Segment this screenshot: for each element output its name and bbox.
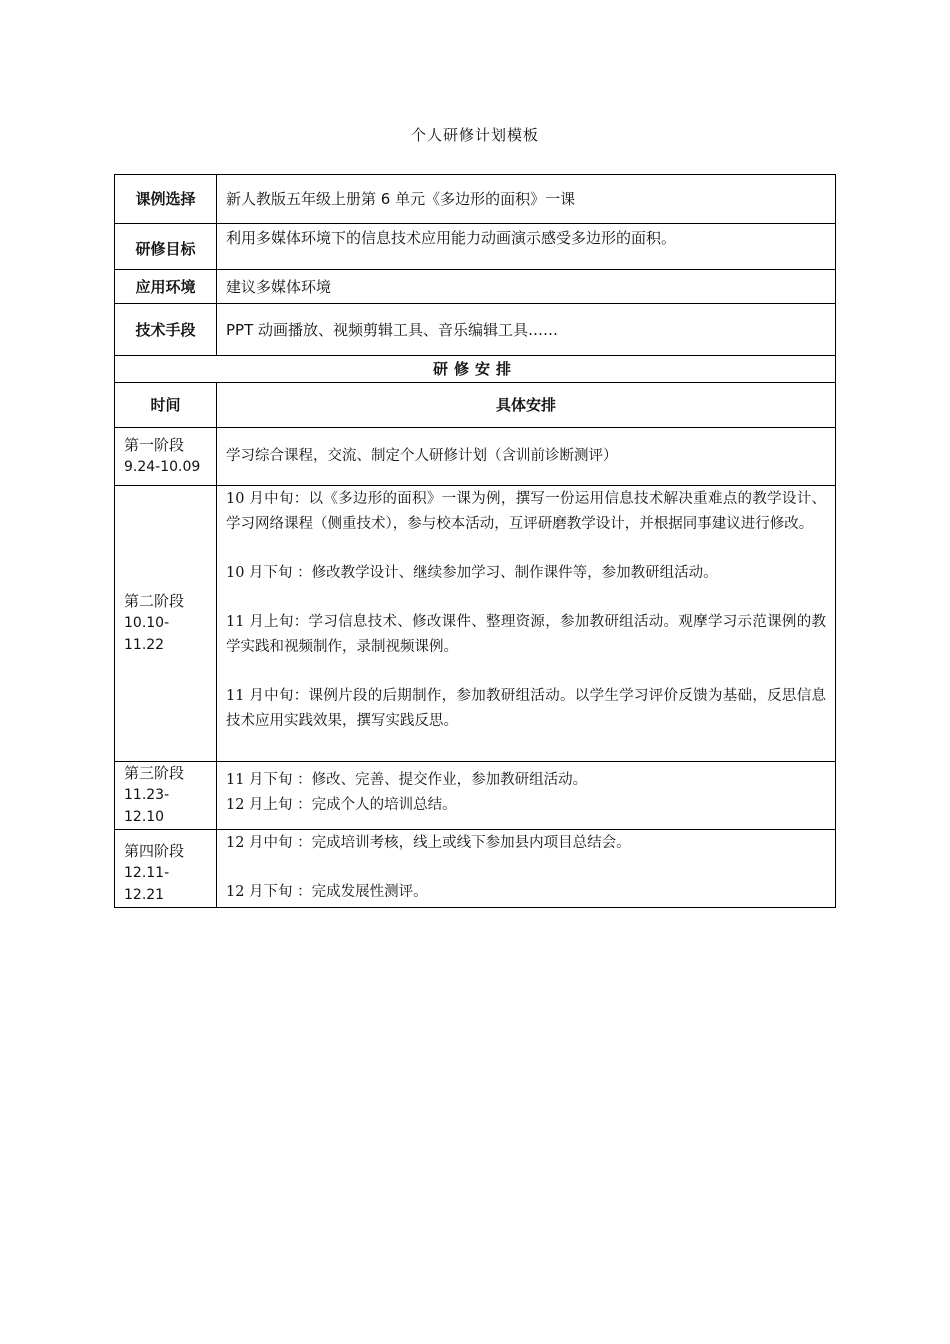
research-plan-table [114, 174, 836, 908]
phase-time [115, 830, 217, 908]
info-row-technique [115, 304, 836, 356]
plan-item: 12 月中旬 ：完成培训考核，线上或线下参加县内项目总结会。 [226, 835, 631, 851]
phase-dates: 10.10-11.22 [124, 615, 170, 654]
column-header-time: 时间 [115, 383, 217, 428]
phase-name: 第四阶段 [124, 842, 185, 860]
phase-name: 第三阶段 [124, 764, 185, 783]
phase-time [115, 428, 217, 486]
phase-time [115, 486, 217, 762]
phase-name: 第一阶段 [124, 436, 185, 455]
plan-item: 11 月上旬：学习信息技术、修改课件、整理资源，参加教研组活动。观摩学习示范课例的教学实践和视频制作，录制视频课例。 [226, 613, 826, 655]
info-row-case [115, 175, 836, 224]
plan-item: 12 月上旬 ：完成个人的培训总结。 [226, 796, 457, 813]
phase-time [115, 762, 217, 830]
info-value: 新人教版五年级上册第 6 单元《多边形的面积》一课 [217, 175, 836, 224]
info-row-environment [115, 270, 836, 304]
plan-item: 学习综合课程，交流、制定个人研修计划（含训前诊断测评） [226, 448, 618, 465]
phase-row-2 [115, 486, 836, 762]
info-row-goal [115, 224, 836, 270]
phase-row-3 [115, 762, 836, 830]
phase-plan [217, 830, 836, 908]
plan-item: 11 月中旬：课例片段的后期制作，参加教研组活动。以学生学习评价反馈为基础，反思信息技术应用实践效果，撰写实践反思。 [226, 687, 826, 729]
info-label: 技术手段 [115, 304, 217, 356]
phase-plan [217, 486, 836, 762]
phase-dates: 9.24-10.09 [124, 459, 201, 476]
phase-row-1 [115, 428, 836, 486]
info-label: 应用环境 [115, 270, 217, 304]
info-value: PPT 动画播放、视频剪辑工具、音乐编辑工具…… [217, 304, 836, 356]
section-row [115, 356, 836, 383]
info-label: 研修目标 [115, 224, 217, 270]
info-value: 利用多媒体环境下的信息技术应用能力动画演示感受多边形的面积。 [217, 224, 836, 270]
column-header-plan: 具体安排 [217, 383, 836, 428]
phase-dates: 12.11-12.21 [124, 865, 170, 903]
info-label: 课例选择 [115, 175, 217, 224]
phase-plan [217, 762, 836, 830]
plan-item: 11 月下旬 ：修改、完善、提交作业，参加教研组活动。 [226, 772, 588, 788]
plan-item: 10 月下旬 ：修改教学设计、继续参加学习、制作课件等，参加教研组活动。 [226, 564, 718, 581]
page-title: 个人研修计划模板 [410, 126, 539, 144]
phase-plan [217, 428, 836, 486]
section-title: 研修安排 [115, 356, 836, 383]
plan-item: 12 月下旬 ：完成发展性测评。 [226, 883, 428, 900]
plan-item: 10 月中旬：以《多边形的面积》一课为例，撰写一份运用信息技术解决重难点的教学设计、学习网络课程（侧重技术），参与校本活动，互评研磨教学设计，并根据同事建议进行修改。 [226, 491, 826, 532]
info-value: 建议多媒体环境 [217, 270, 836, 304]
column-header-row [115, 383, 836, 428]
phase-dates: 11.23-12.10 [124, 787, 170, 826]
phase-name: 第二阶段 [124, 592, 185, 611]
phase-row-4 [115, 830, 836, 908]
